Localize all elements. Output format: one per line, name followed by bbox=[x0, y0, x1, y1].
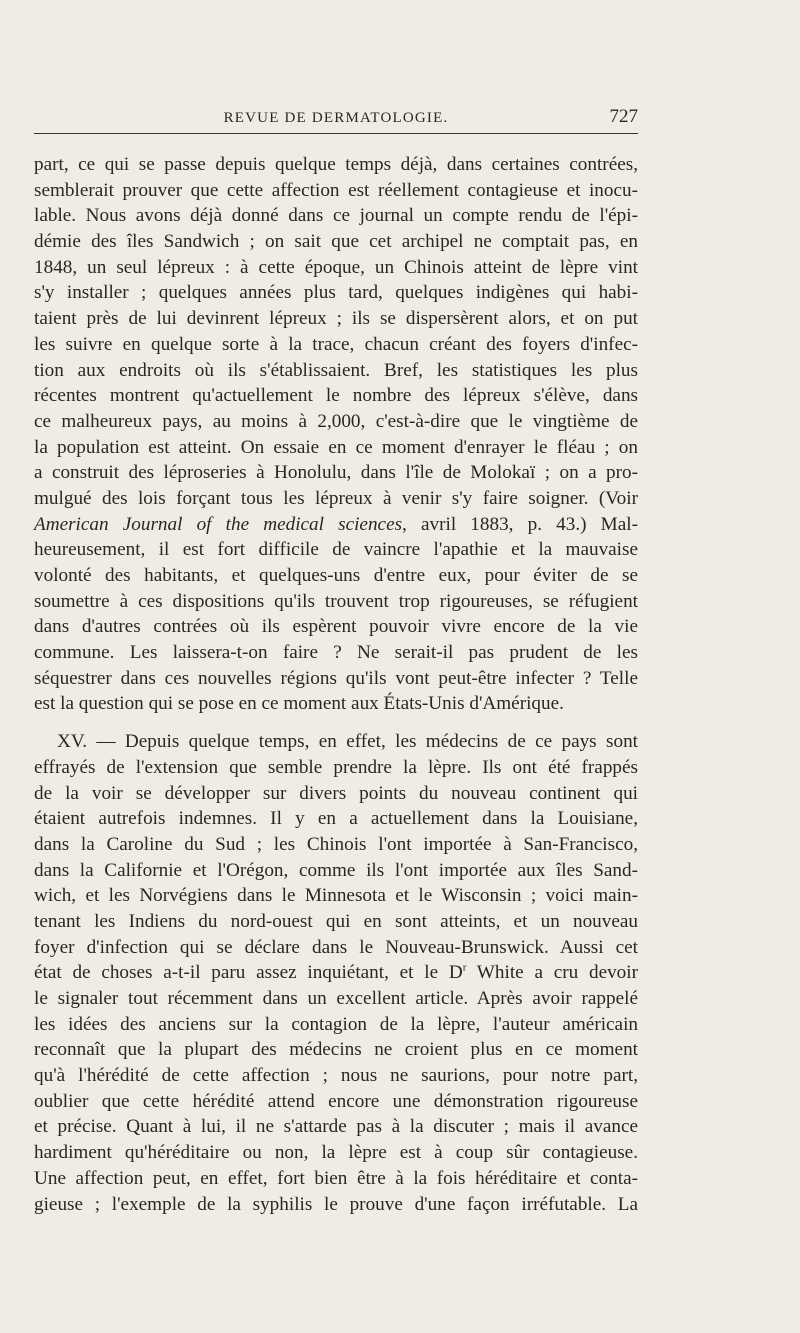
text-line: 1848, un seul lépreux : à cette époque, un Chinois atteint de lèpre vint bbox=[34, 256, 638, 278]
text-line: le signaler tout récemment dans un excellent article. Après avoir rappelé bbox=[34, 988, 638, 1009]
text-line: reconnaît que la plupart des médecins ne croient plus en ce moment bbox=[34, 1039, 638, 1061]
paragraph-2 bbox=[34, 729, 638, 1217]
text-line: démie des îles Sandwich ; on sait que cet archipel ne comptait pas, en bbox=[34, 231, 638, 253]
text-line: part, ce qui se passe depuis quelque temps déjà, dans certaines contrées, bbox=[34, 154, 638, 175]
running-head: REVUE DE DERMATOLOGIE. bbox=[223, 110, 449, 126]
journal-title-italic: American Journal of the medical sciences, bbox=[34, 513, 407, 535]
text-line: foyer d'infection qui se déclare dans le Nouveau-Brunswick. Aussi cet bbox=[34, 936, 638, 958]
doctor-line-pre: état de choses a-t-il paru assez inquiétant, et le D bbox=[34, 962, 463, 984]
text-line: la population est atteint. On essaie en ce moment d'enrayer le fléau ; on bbox=[34, 436, 638, 458]
paragraph-1 bbox=[34, 152, 638, 717]
text-line: ce malheureux pays, au moins à 2,000, c'est-à-dire que le vingtième de bbox=[34, 410, 638, 432]
text-line: récentes montrent qu'actuellement le nombre des lépreux s'élève, dans bbox=[34, 385, 638, 407]
text-line: est la question qui se pose en ce moment aux États-Unis d'Amérique. bbox=[34, 693, 564, 715]
text-line: tenant les Indiens du nord-ouest qui en sont atteints, et un nouveau bbox=[34, 910, 638, 932]
text-line: effrayés de l'extension que semble prendre la lèpre. Ils ont été frappés bbox=[34, 756, 638, 778]
text-line: wich, et les Norvégiens dans le Minnesota et le Wisconsin ; voici main- bbox=[34, 885, 638, 907]
text-line: gieuse ; l'exemple de la syphilis le prouve d'une façon irréfutable. La bbox=[34, 1193, 638, 1215]
citation-post: avril 1883, p. 43.) Mal- bbox=[406, 513, 638, 535]
text-line-doctor bbox=[34, 960, 638, 986]
text-line: les idées des anciens sur la contagion de la lèpre, l'auteur américain bbox=[34, 1013, 638, 1035]
text-line: dans la Californie et l'Orégon, comme ils l'ont importée aux îles Sand- bbox=[34, 859, 638, 881]
text-line: volonté des habitants, et quelques-uns d'entre eux, pour éviter de se bbox=[34, 565, 638, 586]
text-line: hardiment qu'héréditaire ou non, la lèpre est à coup sûr contagieuse. bbox=[34, 1142, 638, 1164]
paragraph-gap bbox=[34, 717, 638, 729]
text-line: dans la Caroline du Sud ; les Chinois l'ont importée à San-Francisco, bbox=[34, 833, 638, 855]
text-line: semblerait prouver que cette affection est réellement contagieuse et inocu- bbox=[34, 179, 638, 201]
text-line: commune. Les laissera-t-on faire ? Ne serait-il pas prudent de les bbox=[34, 642, 638, 664]
text-line: de la voir se développer sur divers points du nouveau continent qui bbox=[34, 782, 638, 804]
text-line: les suivre en quelque sorte à la trace, chacun créant des foyers d'infec- bbox=[34, 333, 638, 355]
text-line: qu'à l'hérédité de cette affection ; nous ne saurions, pour notre part, bbox=[34, 1065, 638, 1087]
doctor-superscript: r bbox=[462, 961, 467, 974]
text-line: étaient autrefois indemnes. Il y en a actuellement dans la Louisiane, bbox=[34, 808, 638, 830]
text-line: et précise. Quant à lui, il ne s'attarde pas à la discuter ; mais il avance bbox=[34, 1116, 638, 1138]
text-line: séquestrer dans ces nouvelles régions qu'ils vont peut-être infecter ? Telle bbox=[34, 667, 638, 689]
text-line: s'y installer ; quelques années plus tard, quelques indigènes qui habi- bbox=[34, 282, 638, 304]
text-line: Une affection peut, en effet, fort bien être à la fois héréditaire et conta- bbox=[34, 1167, 638, 1189]
text-line: taient près de lui devinrent lépreux ; ils se dispersèrent alors, et on put bbox=[34, 308, 638, 330]
body-text bbox=[34, 152, 638, 1217]
text-line: lable. Nous avons déjà donné dans ce journal un compte rendu de l'épi- bbox=[34, 205, 638, 227]
text-line: a construit des léproseries à Honolulu, dans l'île de Molokaï ; on a pro- bbox=[34, 462, 638, 484]
text-line-citation bbox=[34, 512, 638, 538]
text-line: mulgué des lois forçant tous les lépreux à venir s'y faire soigner. (Voir bbox=[34, 487, 638, 509]
page-header bbox=[34, 106, 638, 132]
doctor-line-post: White a cru devoir bbox=[466, 962, 638, 984]
text-line: tion aux endroits où ils s'établissaient. Bref, les statistiques les plus bbox=[34, 359, 638, 381]
text-line: heureusement, il est fort difficile de vaincre l'apathie et la mauvaise bbox=[34, 539, 638, 561]
section-heading-line: XV. — Depuis quelque temps, en effet, les médecins de ce pays sont bbox=[57, 731, 638, 753]
header-rule bbox=[34, 133, 638, 134]
text-line: soumettre à ces dispositions qu'ils trouvent trop rigoureuses, se réfugient bbox=[34, 590, 638, 612]
text-line: oublier que cette hérédité attend encore une démonstration rigoureuse bbox=[34, 1090, 638, 1112]
text-line: dans d'autres contrées où ils espèrent pouvoir vivre encore de la vie bbox=[34, 616, 638, 638]
page-number: 727 bbox=[609, 106, 638, 127]
